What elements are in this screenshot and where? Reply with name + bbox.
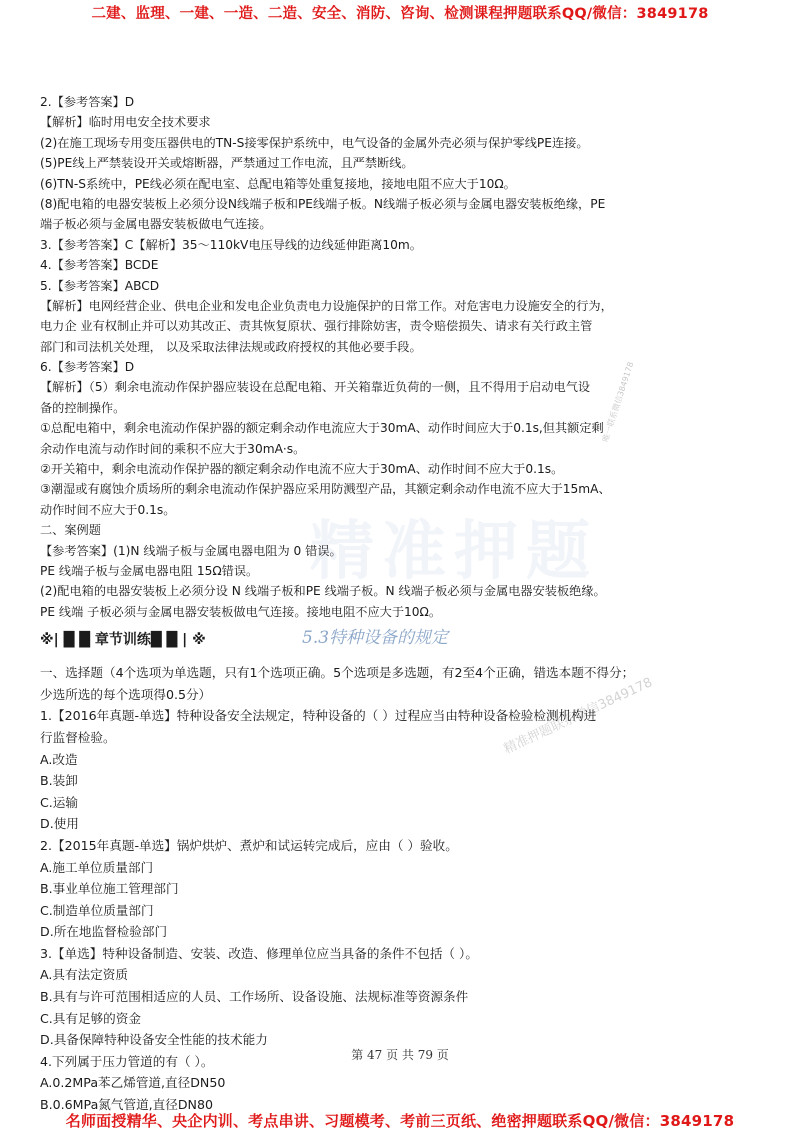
answer-line: ③潮湿或有腐蚀介质场所的剩余电流动作保护器应采用防溅型产品，其额定剩余动作电流不应大于15mA、 bbox=[40, 482, 611, 497]
question-line: 3.【单选】特种设备制造、安装、改造、修理单位应当具备的条件不包括（ ）。 bbox=[40, 945, 478, 961]
answer-line: 动作时间不应大于0.1s。 bbox=[40, 502, 176, 517]
answer-line: 3.【参考答案】C【解析】35～110kV电压导线的边线延伸距离10m。 bbox=[40, 237, 422, 252]
question-line: B.装卸 bbox=[40, 773, 78, 789]
question-line: B.0.6MPa氮气管道,直径DN80 bbox=[40, 1097, 213, 1113]
chapter-training-label: ※| █ █ 章节训练█ █ | ※ bbox=[40, 632, 206, 649]
answer-line: 【参考答案】(1)N 线端子板与金属电器电阻为 0 错误。 bbox=[40, 543, 342, 558]
answer-line: 电力企 业有权制止并可以劝其改正、责其恢复原状、强行排除妨害，责令赔偿损失、请求有关行政主管 bbox=[40, 319, 593, 334]
answer-line: 5.【参考答案】ABCD bbox=[40, 278, 160, 293]
question-line: A.施工单位质量部门 bbox=[40, 859, 154, 875]
answer-line: 端子板必须与金属电器安装板做电气连接。 bbox=[40, 217, 272, 232]
section-title: 5.3特种设备的规定 bbox=[302, 628, 449, 649]
question-line: B.具有与许可范围相适应的人员、工作场所、设备设施、法规标准等资源条件 bbox=[40, 989, 469, 1005]
answer-block bbox=[40, 92, 770, 622]
answer-line: PE 线端 子板必须与金属电器安装板做电气连接。接地电阻不应大于10Ω。 bbox=[40, 604, 442, 619]
page-number: 第 47 页 共 79 页 bbox=[351, 1048, 449, 1062]
question-line: B.事业单位施工管理部门 bbox=[40, 881, 179, 897]
question-line: 一、选择题（4个选项为单选题，只有1个选项正确。5个选项是多选题，有2至4个正确，错选本题不得分； bbox=[40, 665, 635, 681]
answer-line: PE 线端子板与金属电器电阻 15Ω错误。 bbox=[40, 563, 259, 578]
answer-line: (8)配电箱的电器安装板上必须分设N线端子板和PE线端子板。N线端子板必须与金属电器安装板绝缘，PE bbox=[40, 196, 606, 211]
question-line: C.具有足够的资金 bbox=[40, 1010, 141, 1026]
answer-line: 余动作电流与动作时间的乘积不应大于30mA·s。 bbox=[40, 441, 306, 456]
answer-line: (2)配电箱的电器安装板上必须分设 N 线端子板和PE 线端子板。N 线端子板必须与金属电器安装板绝缘。 bbox=[40, 584, 606, 599]
answer-line: 【解析】（5）剩余电流动作保护器应装设在总配电箱、开关箱靠近负荷的一侧，且不得用于启动电气设 bbox=[40, 380, 591, 395]
answer-line: (2)在施工现场专用变压器供电的TN-S接零保护系统中，电气设备的金属外壳必须与保护零线PE连接。 bbox=[40, 135, 589, 150]
answer-line: ②开关箱中，剩余电流动作保护器的额定剩余动作电流不应大于30mA、动作时间不应大于0.1s。 bbox=[40, 462, 564, 477]
question-line: C.制造单位质量部门 bbox=[40, 902, 154, 918]
answer-line: 【解析】电网经营企业、供电企业和发电企业负责电力设施保护的日常工作。对危害电力设施安全的行为， bbox=[40, 298, 613, 313]
question-line: 1.【2016年真题-单选】特种设备安全法规定，特种设备的（ ）过程应当由特种设备检验检测机构进 bbox=[40, 708, 597, 724]
question-line: A.0.2MPa苯乙烯管道,直径DN50 bbox=[40, 1075, 226, 1091]
ghost-watermark: 精准押题 bbox=[310, 515, 598, 589]
question-line: 4.下列属于压力管道的有（ ）。 bbox=[40, 1053, 214, 1069]
question-line: D.使用 bbox=[40, 816, 79, 832]
answer-line: 4.【参考答案】BCDE bbox=[40, 258, 159, 273]
question-line: 行监督检验。 bbox=[40, 729, 116, 745]
header-banner: 二建、监理、一建、一造、二造、安全、消防、咨询、检测课程押题联系QQ/微信：3849178 bbox=[91, 6, 709, 22]
answer-line: 二、案例题 bbox=[40, 523, 101, 538]
diagonal-watermark: 精准押题联系微信3849178 bbox=[501, 675, 655, 758]
answer-line: 【解析】临时用电安全技术要求 bbox=[40, 115, 211, 130]
answer-line: 备的控制操作。 bbox=[40, 400, 126, 415]
footer-banner: 名师面授精华、央企内训、考点串讲、习题模考、考前三页纸、绝密押题联系QQ/微信：3849178 bbox=[65, 1112, 735, 1130]
answer-line: 2.【参考答案】D bbox=[40, 95, 135, 109]
question-line: C.运输 bbox=[40, 794, 78, 810]
question-line: D.所在地监督检验部门 bbox=[40, 924, 168, 940]
answer-line: 6.【参考答案】D bbox=[40, 360, 135, 375]
answer-line: 部门和司法机关处理， 以及采取法律法规或政府授权的其他必要手段。 bbox=[40, 339, 422, 354]
question-line: D.具备保障特种设备安全性能的技术能力 bbox=[40, 1032, 268, 1048]
answer-line: ①总配电箱中，剩余电流动作保护器的额定剩余动作电流应大于30mA、动作时间应大于0.1s,但其额定剩 bbox=[40, 421, 604, 436]
question-line: A.改造 bbox=[40, 751, 78, 767]
answer-line: (6)TN-S系统中，PE线必须在配电室、总配电箱等处重复接地，接地电阻不应大于10Ω。 bbox=[40, 176, 516, 191]
question-line: 2.【2015年真题-单选】锅炉烘炉、煮炉和试运转完成后，应由（ ）验收。 bbox=[40, 837, 458, 853]
question-line: A.具有法定资质 bbox=[40, 967, 128, 983]
question-block bbox=[40, 662, 770, 1115]
section-header bbox=[40, 628, 770, 654]
page-content bbox=[40, 92, 770, 1116]
answer-line: (5)PE线上严禁装设开关或熔断器，严禁通过工作电流，且严禁断线。 bbox=[40, 156, 414, 171]
question-line: 少选所选的每个选项得0.5分） bbox=[40, 686, 212, 702]
side-watermark: 唯一联系微信3849178 bbox=[600, 360, 636, 444]
